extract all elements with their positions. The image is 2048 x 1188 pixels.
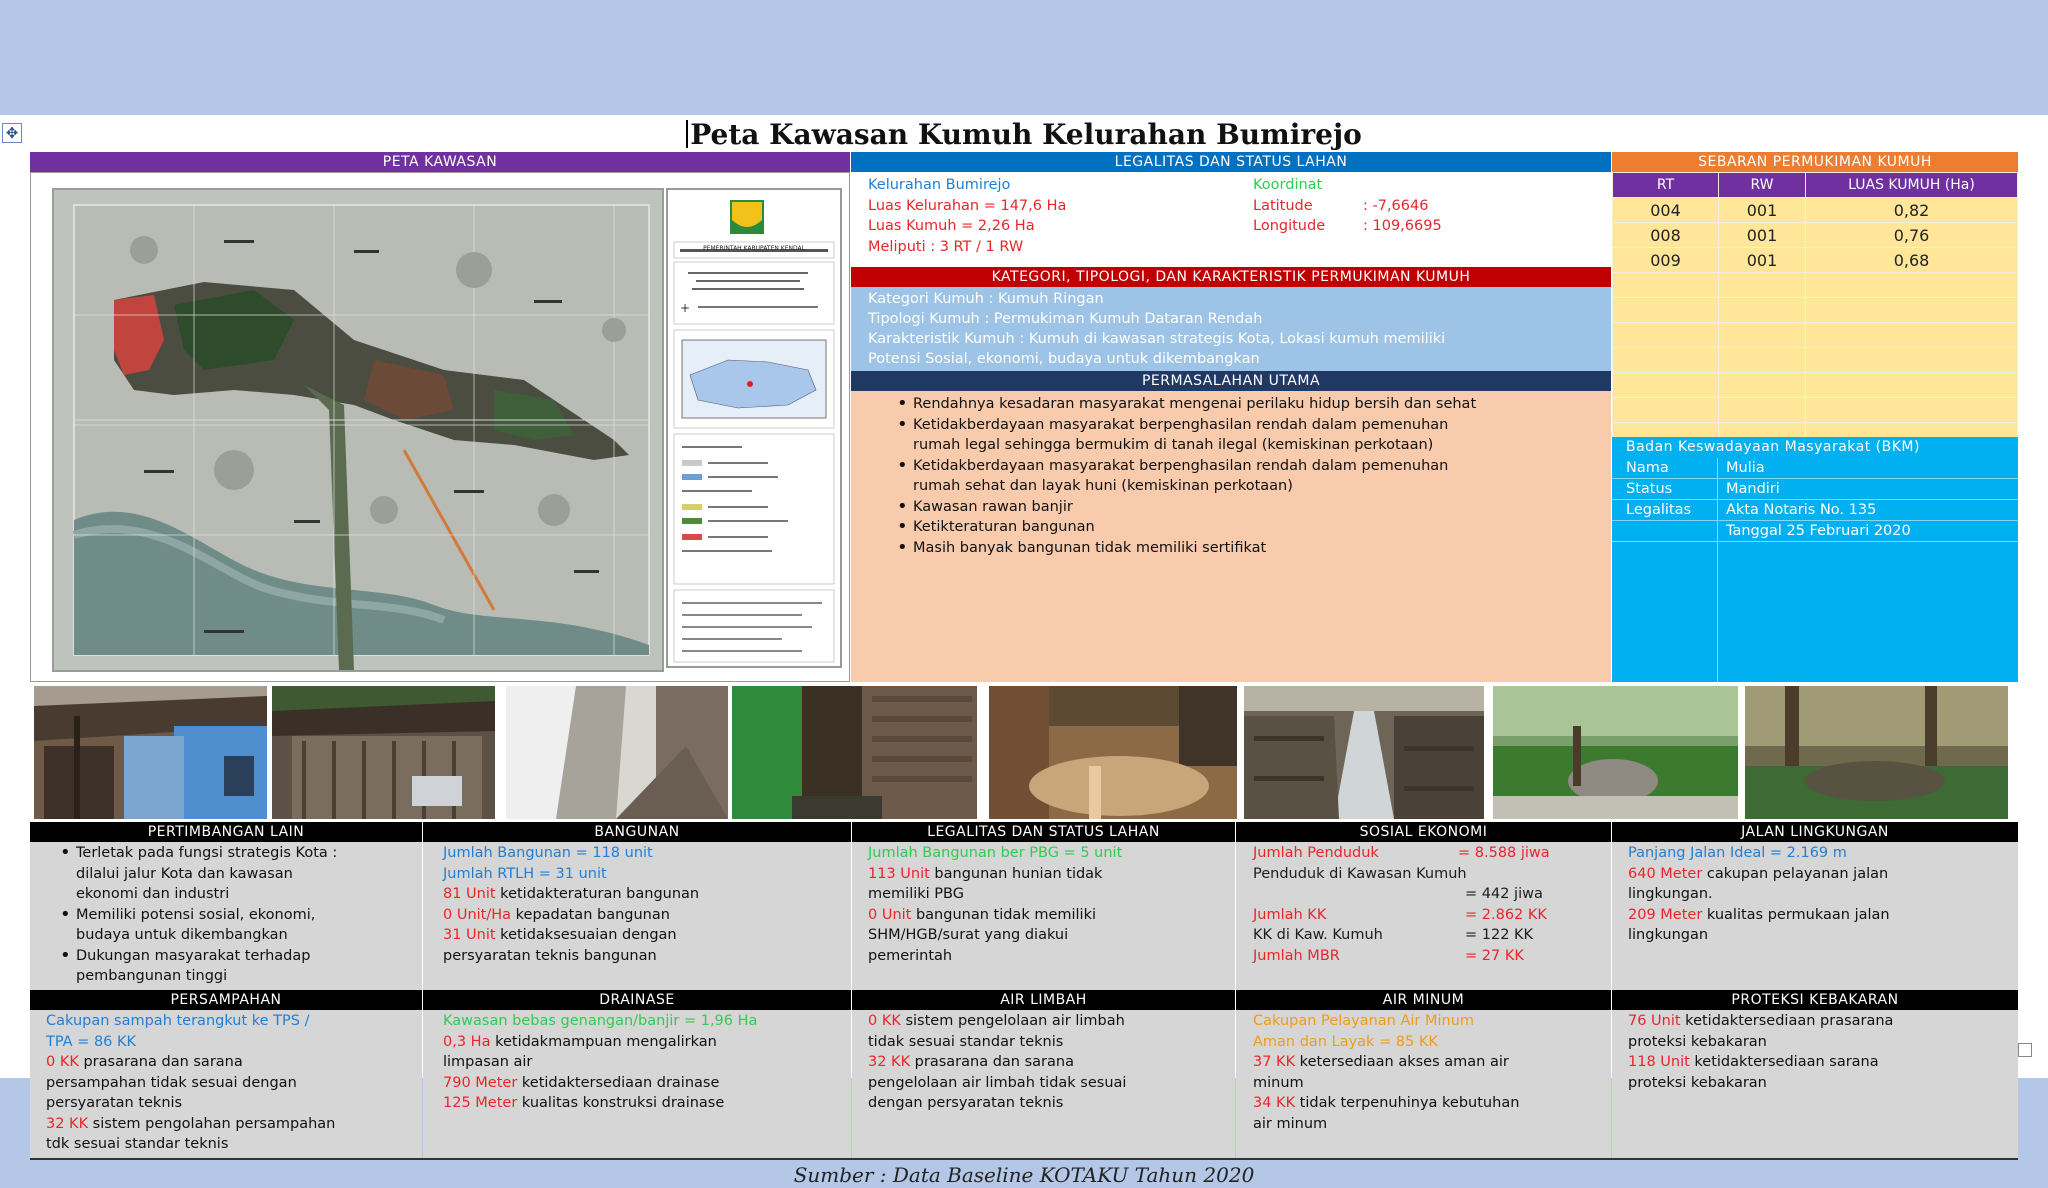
prasarana-sampah-value: 0 KK (46, 1054, 79, 1070)
map-legend (666, 188, 842, 668)
col-luas: LUAS KUMUH (Ha) (1806, 173, 2018, 198)
bkm-header: Badan Keswadayaan Masyarakat (BKM) (1612, 437, 2018, 458)
prasarana-limbah-value: 32 KK (868, 1054, 911, 1070)
sarana-proteksi-text-2: proteksi kebakaran (1628, 1074, 1767, 1091)
kategori-line-4: Potensi Sosial, ekonomi, budaya untuk dikembangkan (868, 351, 1260, 367)
kebutuhan-air-text: tidak terpenuhinya kebutuhan (1295, 1095, 1520, 1111)
bkm-legalitas-label: Legalitas (1626, 502, 1692, 518)
pertimbangan-list (52, 843, 337, 987)
sistem-limbah-text-2: tidak sesuai standar teknis (868, 1033, 1064, 1050)
kebutuhan-air-text-2: air minum (1253, 1115, 1328, 1132)
meliputi-text: Meliputi : 3 RT / 1 RW (868, 238, 1024, 255)
pertimbangan-header: PERTIMBANGAN LAIN (30, 822, 422, 842)
kualitas-jalan-text-2: lingkungan (1628, 927, 1709, 943)
pbg-text: Jumlah Bangunan ber PBG = 5 unit (868, 845, 1123, 861)
legalitas-top-header: LEGALITAS DAN STATUS LAHAN (851, 152, 1611, 172)
photo-6 (1244, 686, 1484, 819)
longitude-label: Longitude (1253, 218, 1326, 234)
title-text: Peta Kawasan Kumuh Kelurahan Bumirejo (690, 118, 1362, 151)
pbg-unit-value: 113 Unit (868, 865, 930, 882)
masalah-item-5: • Ketikteraturan bangunan (913, 517, 1611, 538)
pertimbangan-item-1c: ekonomi dan industri (76, 886, 230, 902)
col-rw: RW (1719, 173, 1806, 198)
sertifikat-text: bangunan tidak memiliki (911, 906, 1097, 923)
sistem-limbah-value: 0 KK (868, 1013, 901, 1029)
photo-4 (732, 686, 977, 819)
ketersediaan-drainase-value: 790 Meter (443, 1074, 518, 1091)
pbg-unit-text-2: memiliki PBG (868, 886, 964, 902)
sertifikat-text-3: pemerintah (868, 947, 953, 964)
document-page (0, 115, 2048, 1187)
photo-svg-5 (989, 686, 1237, 819)
masalah-item-3: • Ketidakberdayaan masyarakat berpenghasilan rendah dalam pemenuhan (913, 456, 1611, 477)
masalah-item-2: • Ketidakberdayaan masyarakat berpenghasilan rendah dalam pemenuhan (913, 415, 1611, 436)
latitude-label: Latitude (1253, 197, 1313, 214)
kepadatan-value: 0 Unit/Ha (443, 906, 512, 923)
airminum-header: AIR MINUM (1236, 990, 1611, 1010)
pertimbangan-item-3: • Dukungan masyarakat terhadap (76, 946, 337, 967)
bottom-border (30, 1158, 2018, 1160)
legalitas-bottom-header: LEGALITAS DAN STATUS LAHAN (852, 822, 1235, 842)
luas-kelurahan-text: Luas Kelurahan = 147,6 Ha (868, 197, 1067, 214)
jumlah-penduduk-label: Jumlah Penduduk (1253, 845, 1379, 861)
sebaran-header: SEBARAN PERMUKIMAN KUMUH (1612, 152, 2018, 172)
jumlah-penduduk-value: = 8.588 jiwa (1458, 845, 1550, 861)
sebaran-header-row (1613, 173, 2018, 198)
cakupan-sampah-2: TPA = 86 KK (46, 1033, 137, 1050)
masalah-item-6: • Masih banyak bangunan tidak memiliki sertifikat (913, 538, 1611, 559)
kk-kumuh-label: KK di Kaw. Kumuh (1253, 927, 1383, 943)
pengolahan-sampah-text-2: tdk sesuai standar teknis (46, 1136, 229, 1152)
prasarana-sampah-text-2: persampahan tidak sesuai dengan (46, 1074, 297, 1091)
bkm-status-value: Mandiri (1726, 481, 1780, 497)
peta-header: PETA KAWASAN (30, 152, 850, 172)
legend-title: PEMERINTAH KABUPATEN KENDAL (703, 245, 805, 252)
photo-3 (506, 686, 728, 819)
photo-2 (272, 686, 495, 819)
ketidaksesuaian-text: ketidaksesuaian dengan (495, 927, 677, 943)
pertimbangan-item-1b: dilalui jalur Kota dan kawasan (76, 865, 293, 882)
latitude-value: : -7,6646 (1363, 197, 1429, 214)
table-move-handle-icon[interactable]: ✥ (2, 123, 22, 143)
photo-svg-1 (34, 686, 267, 819)
masalah-item-2b: rumah legal sehingga bermukim di tanah ilegal (kemiskinan perkotaan) (913, 437, 1434, 453)
ketersediaan-drainase-text: ketidaktersediaan drainase (517, 1074, 720, 1091)
photo-svg-3 (506, 686, 728, 819)
bangunan-header: BANGUNAN (423, 822, 851, 842)
prasarana-proteksi-text-2: proteksi kebakaran (1628, 1033, 1767, 1050)
sosial-content (1253, 843, 1603, 966)
ketidakteraturan-value: 81 Unit (443, 886, 496, 902)
airminum-content (1253, 1011, 1519, 1134)
cakupan-jalan-value: 640 Meter (1628, 865, 1703, 882)
persyaratan-text: persyaratan teknis bangunan (443, 947, 657, 964)
prasarana-limbah-text-3: dengan persyaratan teknis (868, 1095, 1064, 1111)
luas-kumuh-text: Luas Kumuh = 2,26 Ha (868, 218, 1035, 234)
pertimbangan-item-2b: budaya untuk dikembangkan (76, 927, 288, 943)
pertimbangan-item-2: • Memiliki potensi sosial, ekonomi, (76, 905, 337, 926)
bkm-nama-label: Nama (1626, 460, 1669, 476)
kategori-panel (851, 287, 1611, 371)
pbg-unit-text: bangunan hunian tidak (929, 865, 1103, 882)
bkm-nama-value: Mulia (1726, 460, 1765, 476)
drainase-content (443, 1011, 757, 1114)
map-svg (54, 190, 662, 670)
kk-kumuh-value: = 122 KK (1465, 927, 1534, 943)
limpasan-value: 0,3 Ha (443, 1033, 491, 1050)
panjang-jalan: Panjang Jalan Ideal = 2.169 m (1628, 845, 1847, 861)
kelurahan-text: Kelurahan Bumirejo (868, 177, 1011, 193)
sarana-proteksi-value: 118 Unit (1628, 1054, 1690, 1070)
pertimbangan-content (52, 843, 337, 987)
prasarana-sampah-text: prasarana dan sarana (78, 1054, 243, 1070)
photo-svg-2 (272, 686, 495, 819)
kategori-line-2: Tipologi Kumuh : Permukiman Kumuh Dataran Rendah (868, 311, 1263, 327)
permasalahan-header: PERMASALAHAN UTAMA (851, 371, 1611, 391)
cakupan-jalan-text-2: lingkungan. (1628, 886, 1713, 902)
ketidaksesuaian-value: 31 Unit (443, 927, 496, 943)
photo-svg-4 (732, 686, 977, 819)
luas-cell: 0,76 (1806, 223, 2018, 248)
prasarana-limbah-text-2: pengelolaan air limbah tidak sesuai (868, 1074, 1127, 1091)
airlimbah-content (868, 1011, 1126, 1114)
text-cursor (686, 120, 688, 148)
kategori-line-3: Karakteristik Kumuh : Kumuh di kawasan strategis Kota, Lokasi kumuh memiliki (868, 331, 1446, 347)
prasarana-limbah-text: prasarana dan sarana (910, 1054, 1074, 1070)
pertimbangan-item-1: • Terletak pada fungsi strategis Kota : (76, 843, 337, 864)
rt-cell: 004 (1613, 198, 1719, 223)
proteksi-content (1628, 1011, 1893, 1093)
col-rt: RT (1613, 173, 1719, 198)
permasalahan-panel (851, 391, 1611, 682)
table-row (1613, 223, 2018, 248)
jalan-header: JALAN LINGKUNGAN (1612, 822, 2018, 842)
rt-cell: 009 (1613, 248, 1719, 273)
rw-cell: 001 (1719, 223, 1806, 248)
konstruksi-drainase-text: kualitas konstruksi drainase (517, 1095, 725, 1111)
cakupan-air-minum: Cakupan Pelayanan Air Minum (1253, 1013, 1475, 1029)
penduduk-kumuh-value: = 442 jiwa (1465, 886, 1543, 902)
sarana-proteksi-text: ketidaktersediaan sarana (1689, 1054, 1879, 1070)
drainase-header: DRAINASE (423, 990, 851, 1010)
masalah-item-1: • Rendahnya kesadaran masyarakat mengenai perilaku hidup bersih dan sehat (913, 394, 1611, 415)
masalah-item-4: • Kawasan rawan banjir (913, 497, 1611, 518)
mbr-value: = 27 KK (1465, 947, 1524, 964)
permasalahan-list (895, 394, 1611, 558)
jumlah-kk-value: = 2.862 KK (1465, 906, 1547, 923)
mbr-label: Jumlah MBR (1253, 947, 1340, 964)
pengolahan-sampah-text: sistem pengolahan persampahan (88, 1115, 336, 1132)
kategori-line-1: Kategori Kumuh : Kumuh Ringan (868, 291, 1104, 307)
penduduk-kumuh-label: Penduduk di Kawasan Kumuh (1253, 865, 1467, 882)
page-title (0, 117, 2048, 153)
bkm-tanggal-value: Tanggal 25 Februari 2020 (1726, 523, 1911, 539)
persampahan-header: PERSAMPAHAN (30, 990, 422, 1010)
bkm-grid (1612, 458, 2018, 682)
bkm-legalitas-value: Akta Notaris No. 135 (1726, 502, 1877, 518)
persampahan-content (46, 1011, 335, 1155)
photo-svg-6 (1244, 686, 1484, 819)
photo-1 (34, 686, 267, 819)
table-resize-handle[interactable] (2018, 1043, 2032, 1057)
sebaran-table (1612, 172, 2018, 473)
kualitas-jalan-value: 209 Meter (1628, 906, 1703, 923)
cakupan-jalan-text: cakupan pelayanan jalan (1702, 865, 1889, 882)
cakupan-sampah: Cakupan sampah terangkut ke TPS / (46, 1013, 310, 1029)
konstruksi-drainase-value: 125 Meter (443, 1095, 518, 1111)
luas-cell: 0,68 (1806, 248, 2018, 273)
pengolahan-sampah-value: 32 KK (46, 1115, 89, 1132)
source-caption: Sumber : Data Baseline KOTAKU Tahun 2020 (793, 1163, 1255, 1187)
kebutuhan-air-value: 34 KK (1253, 1095, 1296, 1111)
sosial-header: SOSIAL EKONOMI (1236, 822, 1611, 842)
ketidakteraturan-text: ketidakteraturan bangunan (495, 886, 700, 902)
prasarana-proteksi-text: ketidaktersediaan prasarana (1680, 1013, 1894, 1029)
limpasan-text-2: limpasan air (443, 1054, 533, 1070)
aman-layak: Aman dan Layak = 85 KK (1253, 1033, 1438, 1050)
table-row (1613, 198, 2018, 223)
proteksi-header: PROTEKSI KEBAKARAN (1612, 990, 2018, 1010)
kepadatan-text: kepadatan bangunan (511, 906, 670, 923)
koordinat-block (1253, 175, 1442, 237)
jumlah-kk-label: Jumlah KK (1253, 906, 1327, 923)
akses-air-value: 37 KK (1253, 1054, 1296, 1070)
sertifikat-text-2: SHM/HGB/surat yang diakui (868, 927, 1069, 943)
limpasan-text: ketidakmampuan mengalirkan (490, 1033, 717, 1050)
pertimbangan-item-3b: pembangunan tinggi (76, 968, 228, 984)
legalitas-bottom-content (868, 843, 1122, 966)
rt-cell: 008 (1613, 223, 1719, 248)
prasarana-sampah-text-3: persyaratan teknis (46, 1095, 183, 1111)
photo-svg-7 (1493, 686, 1738, 819)
akses-air-text-2: minum (1253, 1074, 1304, 1091)
bkm-status-label: Status (1626, 481, 1673, 497)
masalah-item-3b: rumah sehat dan layak huni (kemiskinan perkotaan) (913, 478, 1293, 494)
sistem-limbah-text: sistem pengelolaan air limbah (900, 1013, 1125, 1029)
bebas-genangan: Kawasan bebas genangan/banjir = 1,96 Ha (443, 1013, 758, 1029)
legalitas-top-left (868, 175, 1066, 257)
longitude-value: : 109,6695 (1363, 218, 1442, 234)
kualitas-jalan-text: kualitas permukaan jalan (1702, 906, 1890, 923)
map-image (52, 188, 664, 672)
svg-text:+: + (680, 301, 691, 315)
airlimbah-header: AIR LIMBAH (852, 990, 1235, 1010)
sertifikat-value: 0 Unit (868, 906, 912, 923)
jumlah-bangunan: Jumlah Bangunan = 118 unit (443, 845, 653, 861)
bangunan-content (443, 843, 699, 966)
photo-5 (989, 686, 1237, 819)
rw-cell: 001 (1719, 198, 1806, 223)
prasarana-proteksi-value: 76 Unit (1628, 1013, 1681, 1029)
rw-cell: 001 (1719, 248, 1806, 273)
table-row (1613, 248, 2018, 273)
photo-8 (1745, 686, 2008, 819)
akses-air-text: ketersediaan akses aman air (1295, 1054, 1509, 1070)
luas-cell: 0,82 (1806, 198, 2018, 223)
jalan-content (1628, 843, 1890, 946)
photo-7 (1493, 686, 1738, 819)
koordinat-label: Koordinat (1253, 177, 1323, 193)
legend-svg (668, 190, 844, 670)
photo-svg-8 (1745, 686, 2008, 819)
jumlah-rtlh: Jumlah RTLH = 31 unit (443, 865, 607, 882)
kategori-header: KATEGORI, TIPOLOGI, DAN KARAKTERISTIK PERMUKIMAN KUMUH (851, 267, 1611, 287)
